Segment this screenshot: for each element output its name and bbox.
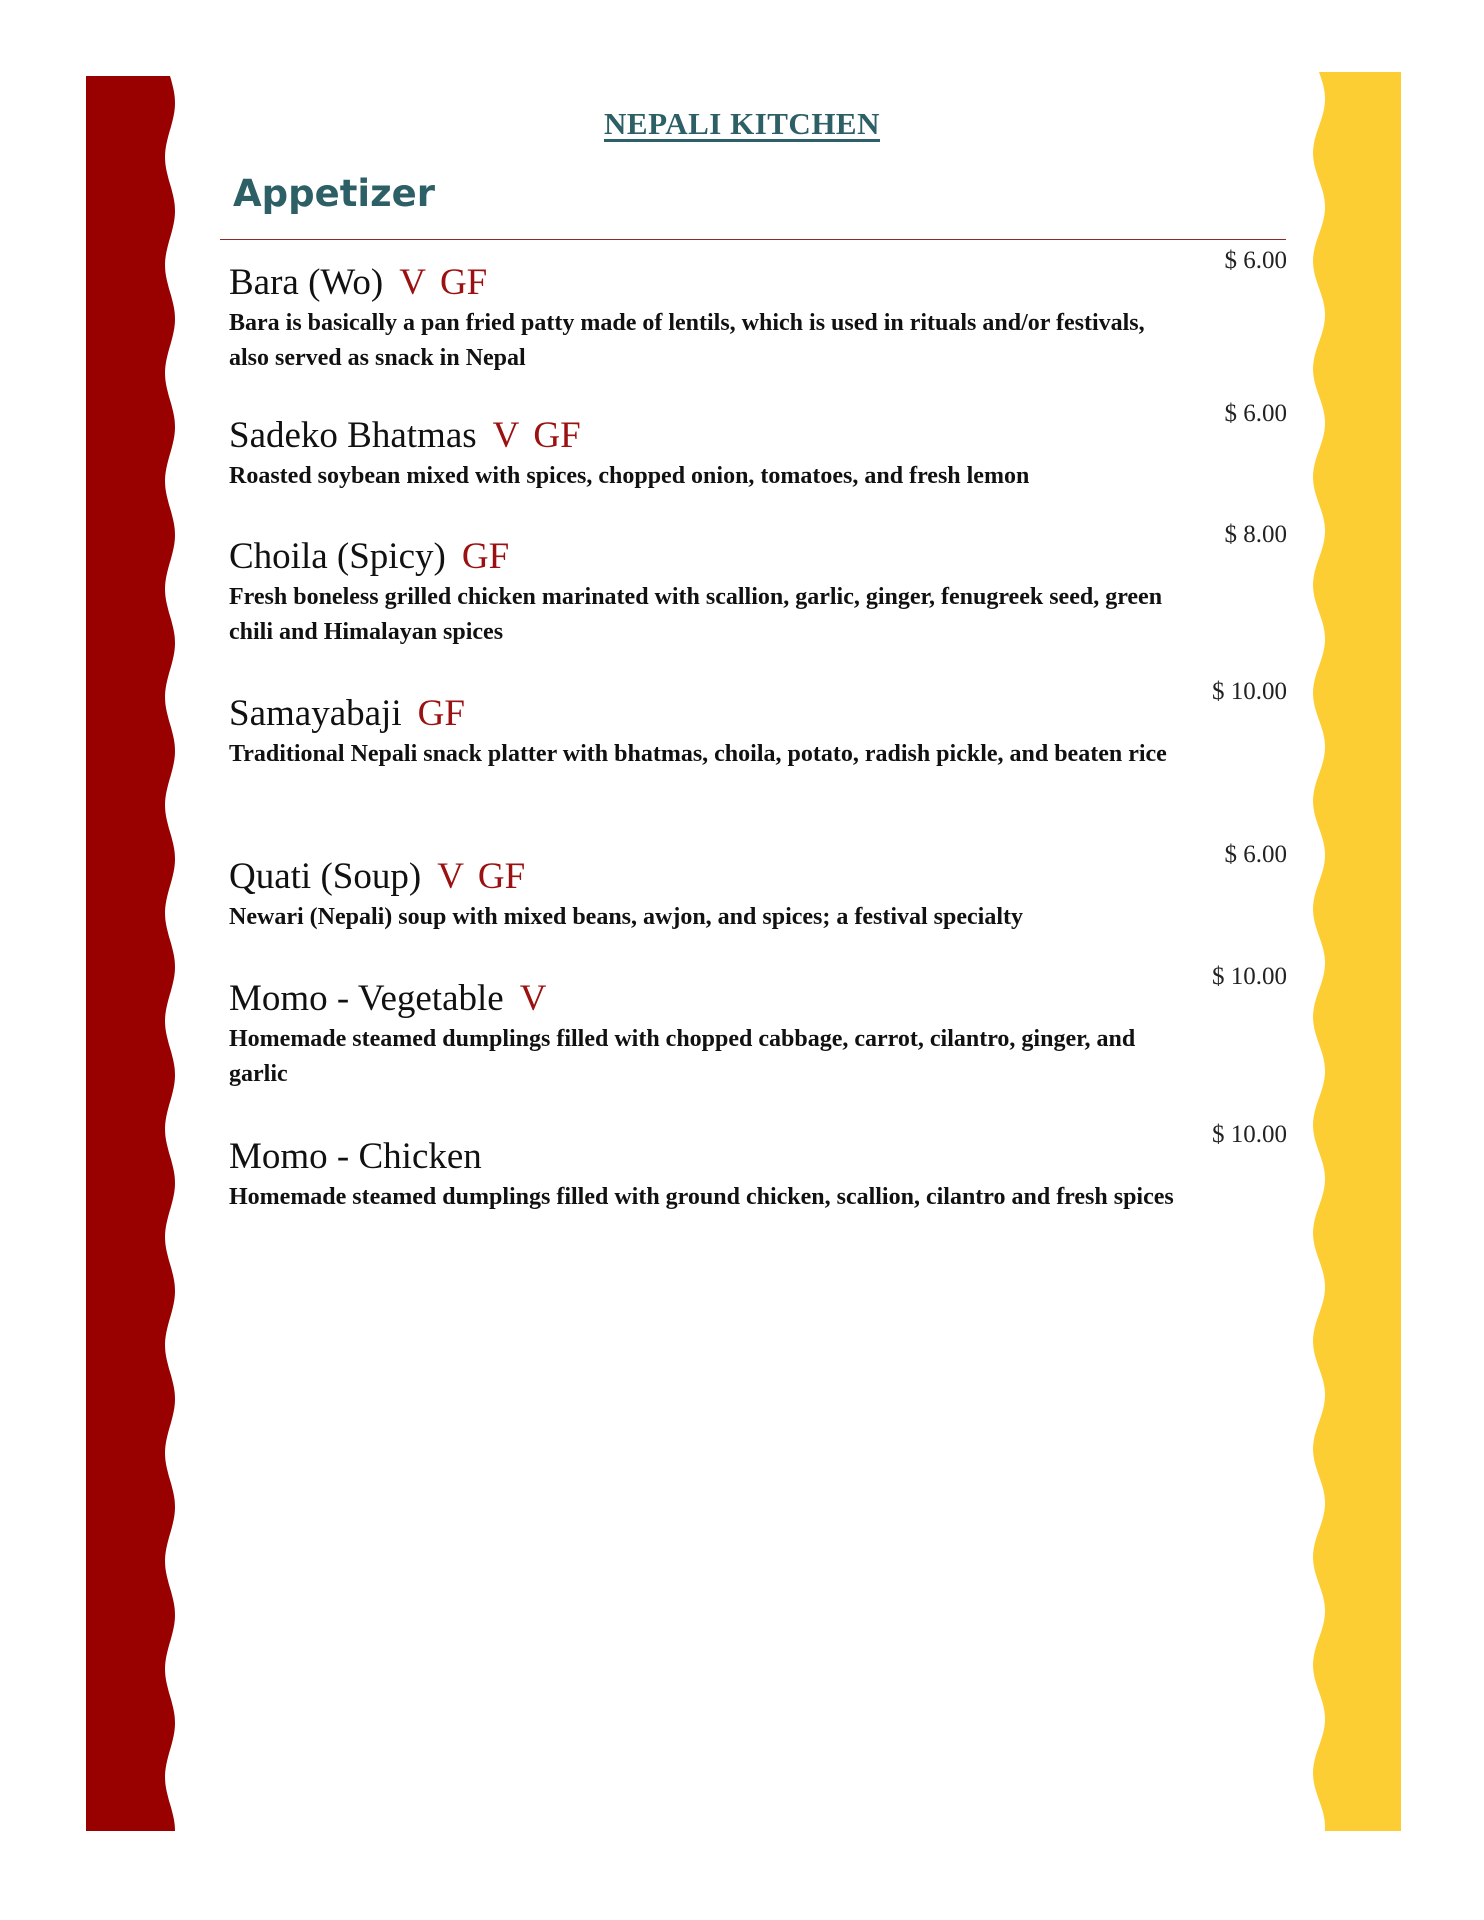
menu-item bbox=[229, 1121, 1287, 1215]
item-price: $ 10.00 bbox=[1212, 678, 1287, 705]
gluten-free-tag: GF bbox=[477, 856, 526, 897]
item-description: Fresh boneless grilled chicken marinated with scallion, garlic, ginger, fenugreek seed, green chili and Himalayan spices bbox=[229, 584, 1163, 645]
item-description: Bara is basically a pan fried patty made of lentils, which is used in rituals and/or festivals, also served as snack in Nepal bbox=[229, 310, 1145, 371]
menu-item bbox=[229, 841, 1287, 935]
vegetarian-tag: V bbox=[519, 978, 547, 1019]
restaurant-name: NEPALI KITCHEN bbox=[604, 106, 880, 141]
menu-item bbox=[229, 963, 1287, 1092]
vegetarian-tag: V bbox=[492, 415, 520, 456]
item-price: $ 10.00 bbox=[1212, 963, 1287, 990]
item-name: Quati (Soup) bbox=[229, 856, 422, 897]
item-heading bbox=[229, 261, 1287, 305]
item-price: $ 6.00 bbox=[1224, 247, 1287, 274]
menu-item bbox=[229, 521, 1287, 650]
menu-item bbox=[229, 678, 1287, 772]
gluten-free-tag: GF bbox=[533, 415, 581, 456]
item-name: Momo - Vegetable bbox=[229, 978, 504, 1019]
vegetarian-tag: V bbox=[399, 262, 426, 303]
item-heading bbox=[229, 535, 1287, 579]
menu-item bbox=[229, 400, 1287, 494]
item-description: Newari (Nepali) soup with mixed beans, awjon, and spices; a festival specialty bbox=[229, 904, 1024, 930]
item-price: $ 6.00 bbox=[1224, 841, 1287, 868]
item-description: Homemade steamed dumplings filled with chopped cabbage, carrot, cilantro, ginger, and garlic bbox=[229, 1026, 1136, 1087]
item-description: Traditional Nepali snack platter with bhatmas, choila, potato, radish pickle, and beaten rice bbox=[229, 741, 1167, 767]
item-description: Roasted soybean mixed with spices, chopped onion, tomatoes, and fresh lemon bbox=[229, 463, 1030, 489]
gluten-free-tag: GF bbox=[461, 536, 510, 577]
gluten-free-tag: GF bbox=[439, 262, 488, 303]
item-price: $ 6.00 bbox=[1224, 400, 1287, 427]
item-description: Homemade steamed dumplings filled with ground chicken, scallion, cilantro and fresh spices bbox=[229, 1184, 1174, 1210]
item-heading bbox=[229, 414, 1287, 458]
item-price: $ 8.00 bbox=[1224, 521, 1287, 548]
item-name: Momo - Chicken bbox=[229, 1136, 482, 1177]
item-heading bbox=[229, 855, 1287, 899]
gluten-free-tag: GF bbox=[417, 693, 465, 734]
item-heading bbox=[229, 1135, 1287, 1179]
menu-item bbox=[229, 247, 1287, 376]
item-name: Choila (Spicy) bbox=[229, 536, 446, 577]
item-heading bbox=[229, 977, 1287, 1021]
item-name: Bara (Wo) bbox=[229, 262, 384, 303]
item-name: Sadeko Bhatmas bbox=[229, 415, 477, 456]
item-heading bbox=[229, 692, 1287, 736]
item-price: $ 10.00 bbox=[1212, 1121, 1287, 1148]
item-name: Samayabaji bbox=[229, 693, 402, 734]
section-title: Appetizer bbox=[233, 172, 435, 215]
vegetarian-tag: V bbox=[437, 856, 464, 897]
